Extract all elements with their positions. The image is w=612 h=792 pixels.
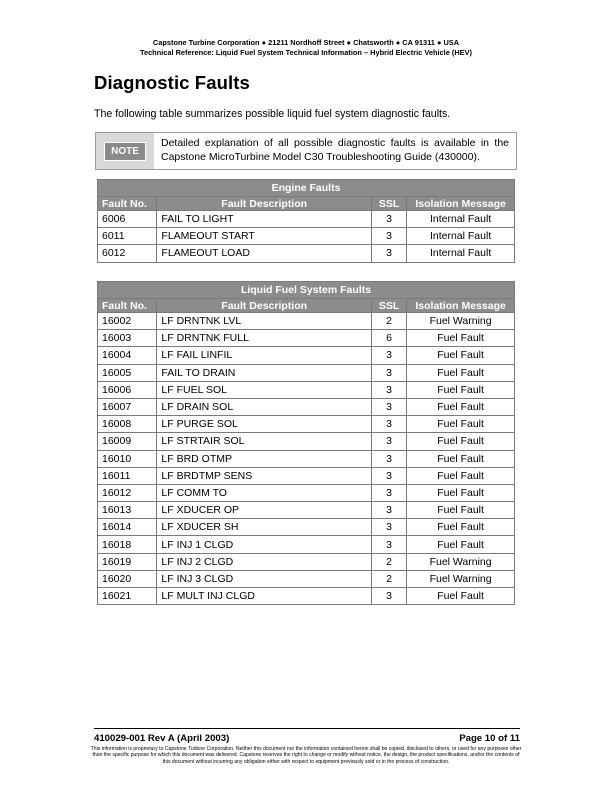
table-row (98, 519, 515, 536)
note-label: NOTE (104, 142, 146, 161)
fault-number: 16009 (98, 433, 157, 450)
ssl-value: 3 (371, 347, 406, 364)
table-row (98, 330, 515, 347)
ssl-value: 3 (371, 228, 406, 245)
fault-number: 16005 (98, 364, 157, 381)
note-text: Detailed explanation of all possible diagnostic faults is available in the Capstone MicroTurbine Model C30 Troubleshooting Guide (430000). (161, 137, 509, 163)
fault-description: LF DRNTNK LVL (157, 313, 372, 330)
fault-description: LF BRDTMP SENS (157, 467, 372, 484)
column-header: SSL (371, 197, 406, 211)
fault-number: 16008 (98, 416, 157, 433)
fault-number: 16012 (98, 484, 157, 501)
isolation-message: Fuel Fault (407, 364, 515, 381)
isolation-message: Fuel Fault (407, 433, 515, 450)
header-address: Capstone Turbine Corporation ● 21211 Nordhoff Street ● Chatsworth ● CA 91311 ● USA (152, 38, 460, 47)
note-box (95, 132, 517, 170)
column-header: Isolation Message (407, 197, 515, 211)
column-header: Fault No. (98, 299, 157, 313)
fault-number: 16006 (98, 381, 157, 398)
table-row (98, 502, 515, 519)
table-row (98, 467, 515, 484)
table-row (98, 398, 515, 415)
isolation-message: Fuel Fault (407, 502, 515, 519)
ssl-value: 3 (371, 502, 406, 519)
isolation-message: Fuel Fault (407, 330, 515, 347)
fault-number: 6006 (98, 211, 157, 228)
footer-rule (94, 728, 520, 729)
isolation-message: Fuel Fault (407, 467, 515, 484)
fault-description: LF INJ 2 CLGD (157, 553, 372, 570)
table-row (98, 313, 515, 330)
intro-text: The following table summarizes possible liquid fuel system diagnostic faults. (94, 108, 451, 120)
isolation-message: Fuel Warning (407, 553, 515, 570)
ssl-value: 3 (371, 536, 406, 553)
table-row (98, 570, 515, 587)
fault-description: FLAMEOUT START (157, 228, 372, 245)
fault-number: 6012 (98, 245, 157, 262)
column-header: Fault Description (157, 299, 372, 313)
ssl-value: 3 (371, 433, 406, 450)
table-row (98, 536, 515, 553)
fault-description: LF BRD OTMP (157, 450, 372, 467)
fault-number: 16014 (98, 519, 157, 536)
fault-number: 16002 (98, 313, 157, 330)
fault-number: 16004 (98, 347, 157, 364)
column-header: Fault No. (98, 197, 157, 211)
ssl-value: 2 (371, 313, 406, 330)
fault-description: LF DRNTNK FULL (157, 330, 372, 347)
table-row (98, 588, 515, 605)
isolation-message: Fuel Fault (407, 398, 515, 415)
isolation-message: Fuel Fault (407, 450, 515, 467)
ssl-value: 3 (371, 398, 406, 415)
fault-description: FLAMEOUT LOAD (157, 245, 372, 262)
table-row (98, 381, 515, 398)
ssl-value: 3 (371, 467, 406, 484)
fault-number: 16020 (98, 570, 157, 587)
fault-number: 16003 (98, 330, 157, 347)
ssl-value: 3 (371, 450, 406, 467)
table-row (98, 364, 515, 381)
table-title: Liquid Fuel System Faults (98, 282, 515, 299)
column-header: SSL (371, 299, 406, 313)
fault-description: LF XDUCER OP (157, 502, 372, 519)
table-row (98, 347, 515, 364)
note-badge (96, 133, 154, 169)
isolation-message: Fuel Warning (407, 570, 515, 587)
fault-description: LF INJ 1 CLGD (157, 536, 372, 553)
page-number: Page 10 of 11 (459, 733, 520, 744)
fault-number: 16019 (98, 553, 157, 570)
fault-description: LF STRTAIR SOL (157, 433, 372, 450)
liquid-fuel-faults-table (97, 281, 515, 605)
table-title: Engine Faults (98, 180, 515, 197)
fault-description: LF COMM TO (157, 484, 372, 501)
fault-number: 16010 (98, 450, 157, 467)
isolation-message: Internal Fault (407, 211, 515, 228)
doc-number: 410029-001 Rev A (April 2003) (94, 733, 230, 744)
fault-description: LF PURGE SOL (157, 416, 372, 433)
fault-description: FAIL TO LIGHT (157, 211, 372, 228)
fault-number: 16013 (98, 502, 157, 519)
isolation-message: Fuel Warning (407, 313, 515, 330)
ssl-value: 2 (371, 553, 406, 570)
header-subtitle: Technical Reference: Liquid Fuel System Technical Information – Hybrid Electric Vehicle (HEV) (140, 48, 472, 57)
ssl-value: 2 (371, 570, 406, 587)
fault-number: 16011 (98, 467, 157, 484)
fault-number: 16021 (98, 588, 157, 605)
fault-number: 6011 (98, 228, 157, 245)
ssl-value: 3 (371, 211, 406, 228)
isolation-message: Fuel Fault (407, 588, 515, 605)
table-row (98, 553, 515, 570)
fault-number: 16018 (98, 536, 157, 553)
disclaimer: This information is proprietary to Capstone Turbine Corporation. Neither this document nor the information contained herein shall be copied, disclosed to others, or used for any purposes other than the specific purpose for which this document was delivered. Capstone reserves the right to change or modify without notice, the design, the product specifications, and/or the contents of this document without incurring any obligation either with respect to equipment previously sold or in the process of construction. (90, 746, 522, 765)
isolation-message: Fuel Fault (407, 347, 515, 364)
ssl-value: 3 (371, 364, 406, 381)
table-row (98, 245, 515, 262)
isolation-message: Fuel Fault (407, 519, 515, 536)
ssl-value: 3 (371, 416, 406, 433)
fault-description: LF XDUCER SH (157, 519, 372, 536)
ssl-value: 3 (371, 245, 406, 262)
column-header: Fault Description (157, 197, 372, 211)
isolation-message: Internal Fault (407, 228, 515, 245)
isolation-message: Fuel Fault (407, 381, 515, 398)
table-row (98, 228, 515, 245)
ssl-value: 3 (371, 519, 406, 536)
engine-faults-table (97, 179, 515, 263)
fault-description: LF MULT INJ CLGD (157, 588, 372, 605)
ssl-value: 3 (371, 588, 406, 605)
fault-description: LF FUEL SOL (157, 381, 372, 398)
fault-description: FAIL TO DRAIN (157, 364, 372, 381)
table-row (98, 433, 515, 450)
column-header: Isolation Message (407, 299, 515, 313)
page-title: Diagnostic Faults (94, 72, 250, 93)
ssl-value: 3 (371, 484, 406, 501)
table-row (98, 416, 515, 433)
ssl-value: 6 (371, 330, 406, 347)
fault-description: LF FAIL LINFIL (157, 347, 372, 364)
isolation-message: Fuel Fault (407, 536, 515, 553)
table-row (98, 450, 515, 467)
table-row (98, 211, 515, 228)
fault-description: LF INJ 3 CLGD (157, 570, 372, 587)
fault-description: LF DRAIN SOL (157, 398, 372, 415)
isolation-message: Fuel Fault (407, 416, 515, 433)
isolation-message: Internal Fault (407, 245, 515, 262)
table-row (98, 484, 515, 501)
fault-number: 16007 (98, 398, 157, 415)
isolation-message: Fuel Fault (407, 484, 515, 501)
ssl-value: 3 (371, 381, 406, 398)
